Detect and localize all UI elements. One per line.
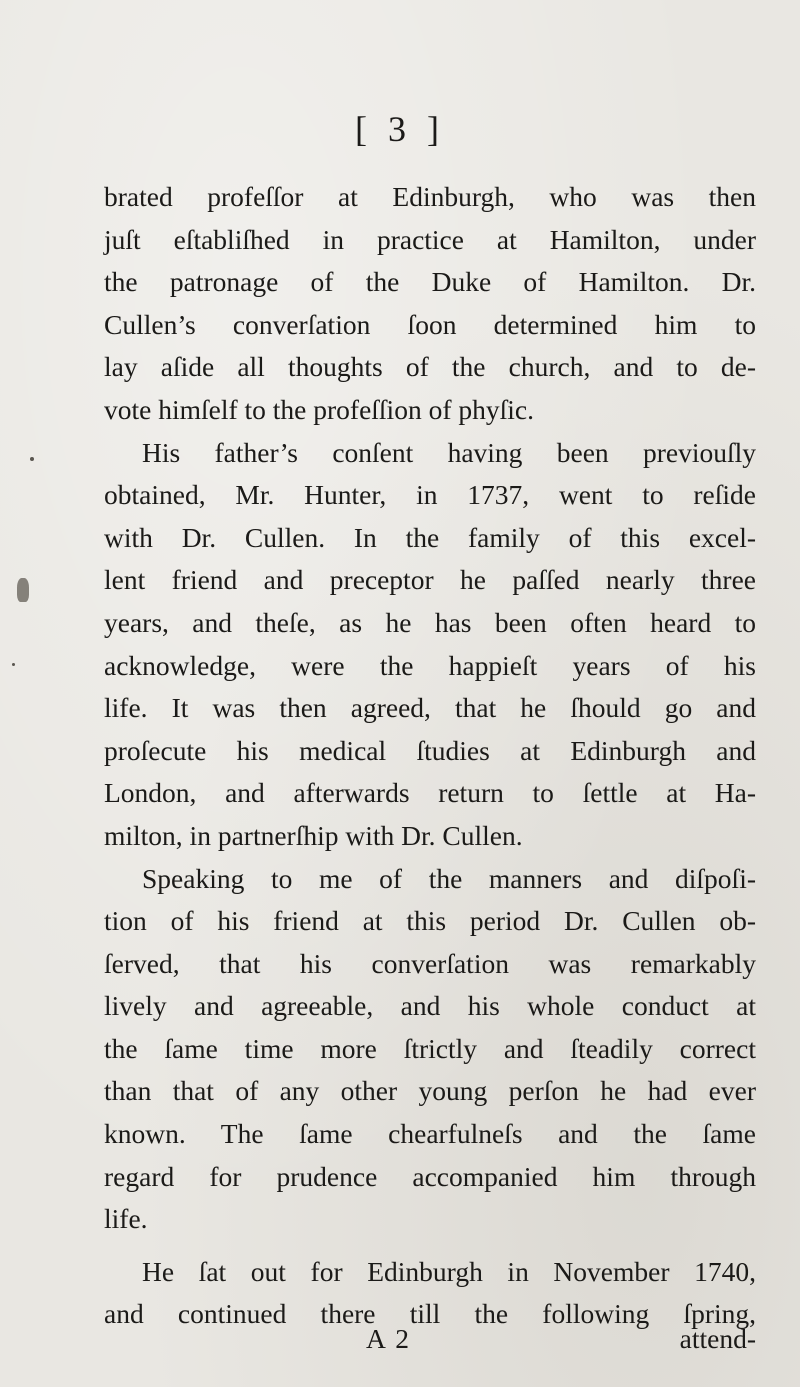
- page-number: [ 3 ]: [355, 109, 445, 149]
- text-line: lively and agreeable, and his whole conduct at: [104, 990, 756, 1022]
- ink-speck: [17, 578, 29, 602]
- catchword: attend-: [679, 1323, 756, 1354]
- text-line: obtained, Mr. Hunter, in 1737, went to reſide: [104, 479, 756, 511]
- text-line: tion of his friend at this period Dr. Cullen ob-: [104, 905, 756, 937]
- text-line: with Dr. Cullen. In the family of this excel-: [104, 521, 756, 553]
- text-line: lent friend and preceptor he paſſed nearly three: [104, 564, 756, 596]
- ink-speck: [30, 457, 34, 461]
- text-line: acknowledge, were the happieſt years of his: [104, 649, 756, 681]
- text-line: regard for prudence accompanied him through: [104, 1160, 756, 1192]
- text-line: juſt eſtabliſhed in practice at Hamilton, under: [104, 223, 756, 255]
- paragraph-start-line: His father’s conſent having been previouſly: [142, 436, 756, 468]
- text-line: than that of any other young perſon he had ever: [104, 1075, 756, 1107]
- text-line: years, and theſe, as he has been often heard to: [104, 606, 756, 638]
- text-line: life.: [104, 1203, 148, 1235]
- text-line: and continued there till the following ſpring,: [104, 1298, 756, 1330]
- body-text: [104, 176, 756, 1336]
- text-line: lay aſide all thoughts of the church, and to de-: [104, 351, 756, 383]
- text-line: milton, in partnerſhip with Dr. Cullen.: [104, 819, 523, 851]
- paragraph-start-line: He ſat out for Edinburgh in November 1740,: [142, 1255, 756, 1287]
- signature-mark: A 2: [366, 1323, 411, 1354]
- paragraph-start-line: Speaking to me of the manners and diſpoſi-: [142, 862, 756, 894]
- text-line: known. The ſame chearfulneſs and the ſame: [104, 1118, 756, 1150]
- page-footer: [104, 1318, 756, 1360]
- text-line: ſerved, that his converſation was remarkably: [104, 947, 756, 979]
- text-line: Cullen’s converſation ſoon determined him to: [104, 308, 756, 340]
- text-line: the patronage of the Duke of Hamilton. Dr.: [104, 266, 756, 298]
- text-line: vote himſelf to the profeſſion of phyſic.: [104, 393, 534, 425]
- paragraph-gap: [104, 1241, 756, 1251]
- text-line: proſecute his medical ſtudies at Edinburgh and: [104, 734, 756, 766]
- text-line: brated profeſſor at Edinburgh, who was then: [104, 181, 756, 212]
- text-line: London, and afterwards return to ſettle at Ha-: [104, 777, 756, 809]
- ink-speck: [12, 663, 15, 666]
- text-line: the ſame time more ſtrictly and ſteadily correct: [104, 1032, 756, 1064]
- text-line: life. It was then agreed, that he ſhould go and: [104, 692, 756, 724]
